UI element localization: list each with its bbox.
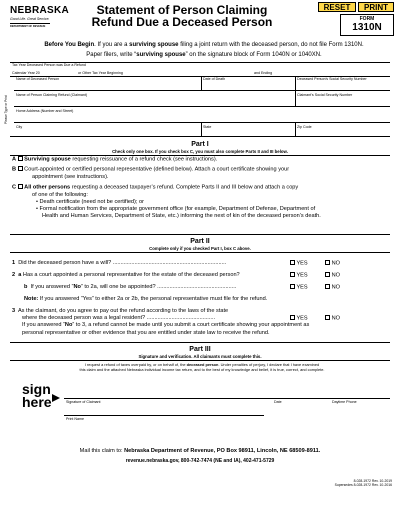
divider [10,136,390,137]
intro-before: Before You Begin [44,42,95,48]
no-label: NO [331,260,340,267]
checkbox-q1-no[interactable] [325,260,330,265]
divider [14,106,390,107]
signature-line[interactable] [64,398,390,399]
part3-sub: Signature and verification. All claimants must complete this. [138,354,262,359]
arrow-icon [52,392,64,404]
divider [201,76,202,90]
q2b-row [24,284,284,291]
q3-yes [290,315,308,323]
divider [10,342,390,343]
title-line-2: Refund Due a Deceased Person [91,15,273,29]
mail-b: Nebraska Department of Revenue, PO Box 98911, Lincoln, NE 68509-8911. [124,448,321,454]
q3-no [325,315,340,323]
intro-line-2 [14,50,394,60]
tax-year-label: Tax Year Deceased Person was Due a Refund [12,63,86,67]
q3-l4: personal representative or other evidence that you are entitled under state law to receive the refund. [22,329,270,336]
ssn-claimant-label: Claimant’s Social Security Number [297,93,353,97]
no-label: NO [331,284,340,291]
name-deceased-label: Name of Deceased Person [16,77,60,81]
divider [14,122,390,123]
q3-num: 3 [12,308,16,314]
phone-label: Daytime Phone [332,400,357,404]
checkbox-q1-yes[interactable] [290,260,295,265]
note-text: If you answered “Yes” to either 2a or 2b, the personal representative must file for the refund. [38,296,268,302]
reset-button[interactable]: RESET [318,2,356,12]
divider [295,76,296,106]
home-address-label: Home Address (Number and Street) [16,109,74,113]
c-text2: of one of the following: [32,191,88,198]
intro-t2: filing a joint return with the deceased person, do not file Form 1310N. [178,42,364,48]
sign-here [22,383,52,409]
zip-label: Zip Code [297,125,312,129]
sign-1: sign [22,381,51,397]
checkbox-q2a-yes[interactable] [290,272,295,277]
checkbox-q2a-no[interactable] [325,272,330,277]
q2b-letter: b [24,284,28,290]
q2b-no: No [73,284,81,290]
declaration [12,362,392,373]
contact-info: revenue.nebraska.gov, 800-742-7474 (NE and IA), 402-471-5729 [125,458,275,464]
part1-option-c [12,184,392,221]
checkbox-b[interactable] [18,166,23,171]
no-label: NO [331,315,340,322]
yes-label: YES [296,260,308,267]
logo-text: NEBRASKA [10,5,70,16]
side-label: Please Type or Print [4,95,8,124]
yes-label: YES [296,315,308,322]
c-bold: All other persons [24,184,71,191]
q1-text: Did the deceased person have a will? ......................................................................... [18,260,227,266]
intro [14,40,394,60]
intro-t3: Paper filers, write “ [86,52,137,58]
decl-1b: deceased person [186,362,219,367]
city-label: City [16,125,23,129]
print-button[interactable]: PRINT [358,2,394,12]
no-label: NO [331,272,340,279]
logo-tagline: Good Life. Great Service. [10,17,50,21]
intro-spouse-2: surviving spouse [136,52,186,58]
divider [10,252,390,253]
c-bullet2b: Health and Human Services, Department of State, etc.) informing the next of kin of the deceased person’s death. [42,213,321,220]
code-1: 8-028-1972 Rev. 10-2019 [353,479,392,483]
signature-label: Signature of Claimant [66,400,101,404]
q3-l3no: No [64,322,73,329]
c-text1: requesting a deceased taxpayer’s refund. Complete Parts II and III below and attach a copy [70,184,299,191]
calendar-year-label[interactable]: Calendar Year 20 [12,71,40,75]
a-text: requesting reissuance of a refund check (see instructions). [70,156,218,163]
letter-b: B [12,166,17,173]
checkbox-q3-no[interactable] [325,315,330,320]
part2-sub: Complete only if you checked Part I, box C above. [149,246,251,251]
q2-num: 2 [12,272,16,278]
date-label: Date [274,400,282,404]
q2b-a: If you answered “ [30,284,74,290]
nebraska-logo [10,5,70,28]
form-number-box [340,14,394,36]
and-ending-label[interactable]: and Ending [254,71,273,75]
letter-c: C [12,184,17,191]
decl-2: this claim and the attached Nebraska individual income tax return, and to the best of my knowledge and belief, it is true, correct, and complete. [79,367,325,373]
checkbox-q2b-yes[interactable] [290,284,295,289]
part1-title: Part I [191,141,209,148]
divider [14,90,390,91]
print-name-line[interactable] [64,415,264,416]
checkbox-q3-yes[interactable] [290,315,295,320]
code-2: Supersedes 8-028-1972 Rev. 10-2016 [334,483,392,488]
decl-1c: . Under penalties of perjury, I declare that I have examined [218,362,320,367]
decl-1a: I request a refund of taxes overpaid by, or on behalf of, the [84,362,187,367]
letter-a: A [12,156,17,163]
q2a-letter: a [18,272,22,278]
print-name-label: Print Name [66,417,84,421]
intro-t1: . If you are a [94,42,130,48]
divider [10,234,390,235]
q1-row [12,260,282,267]
q1-num: 1 [12,260,16,266]
note-bold: Note: [24,296,39,302]
note-row [24,296,394,303]
date-death-label: Date of Death [203,77,226,81]
intro-line-1 [14,40,394,50]
name-claimant-label: Name of Person Claiming Refund (Claimant) [16,93,88,97]
logo-dept: DEPARTMENT OF REVENUE [10,23,50,28]
sign-2: here [22,394,52,410]
mail-a: Mail this claim to: [79,448,125,454]
q2b-b: ” to 2a, will one be appointed? ................................................... [80,284,237,290]
part1-option-b [12,166,392,181]
form-number: 1310N [352,22,382,33]
ssn-deceased-label: Deceased Person’s Social Security Number [297,77,367,81]
q1-yes [290,260,308,268]
q3-l1: As the claimant, do you agree to pay out the refund according to the laws of the state [17,308,229,314]
part2-title: Part II [190,238,210,245]
q2a-row [12,272,282,279]
q1-no [325,260,340,268]
part1-option-a [12,156,392,164]
yes-label: YES [296,272,308,279]
divider [10,360,390,361]
q2b-yes [290,284,308,292]
q2a-yes [290,272,308,280]
c-bullet1: • Death certificate (need not be certified); or [36,198,144,205]
part3-title: Part III [189,346,211,353]
divider [295,122,296,136]
divider [201,122,202,136]
q3-l3a: If you answered “ [22,322,65,329]
state-label: State [203,125,212,129]
other-year-label[interactable]: or Other Tax Year Beginning [78,71,123,75]
q2b-no [325,284,340,292]
mail-to [10,448,390,455]
checkbox-a[interactable] [18,156,23,161]
intro-spouse: surviving spouse [129,42,179,48]
yes-label: YES [296,284,308,291]
q2a-no [325,272,340,280]
form-title [72,4,292,28]
q2a-text: Has a court appointed a personal representative for the estate of the deceased person? [22,272,240,278]
a-bold: Surviving spouse [24,156,71,163]
b-text1: Court-appointed or certified personal representative (defined below). Attach a court certificate showing your [24,166,290,173]
intro-t4: ” on the signature block of Form 1040N or 1040XN. [185,52,322,58]
c-bullet2a: • Formal notification from the appropriate government office (for example, Department of Defense, Department of [36,206,316,213]
b-text2: appointment (see instructions). [32,173,109,180]
q3-l2: where the deceased person was a legal resident? ............................................ [22,315,216,322]
part1-sub: Check only one box. If you check box C, you must also complete Parts II and III below. [112,149,288,154]
q3-l3b: ” to 3, a refund cannot be made until you submit a court certificate showing your appointment as [72,322,310,329]
form-label: FORM [359,16,375,22]
checkbox-c[interactable] [18,184,23,189]
checkbox-q2b-no[interactable] [325,284,330,289]
form-codes [330,479,392,487]
title-line-1: Statement of Person Claiming [96,3,268,17]
